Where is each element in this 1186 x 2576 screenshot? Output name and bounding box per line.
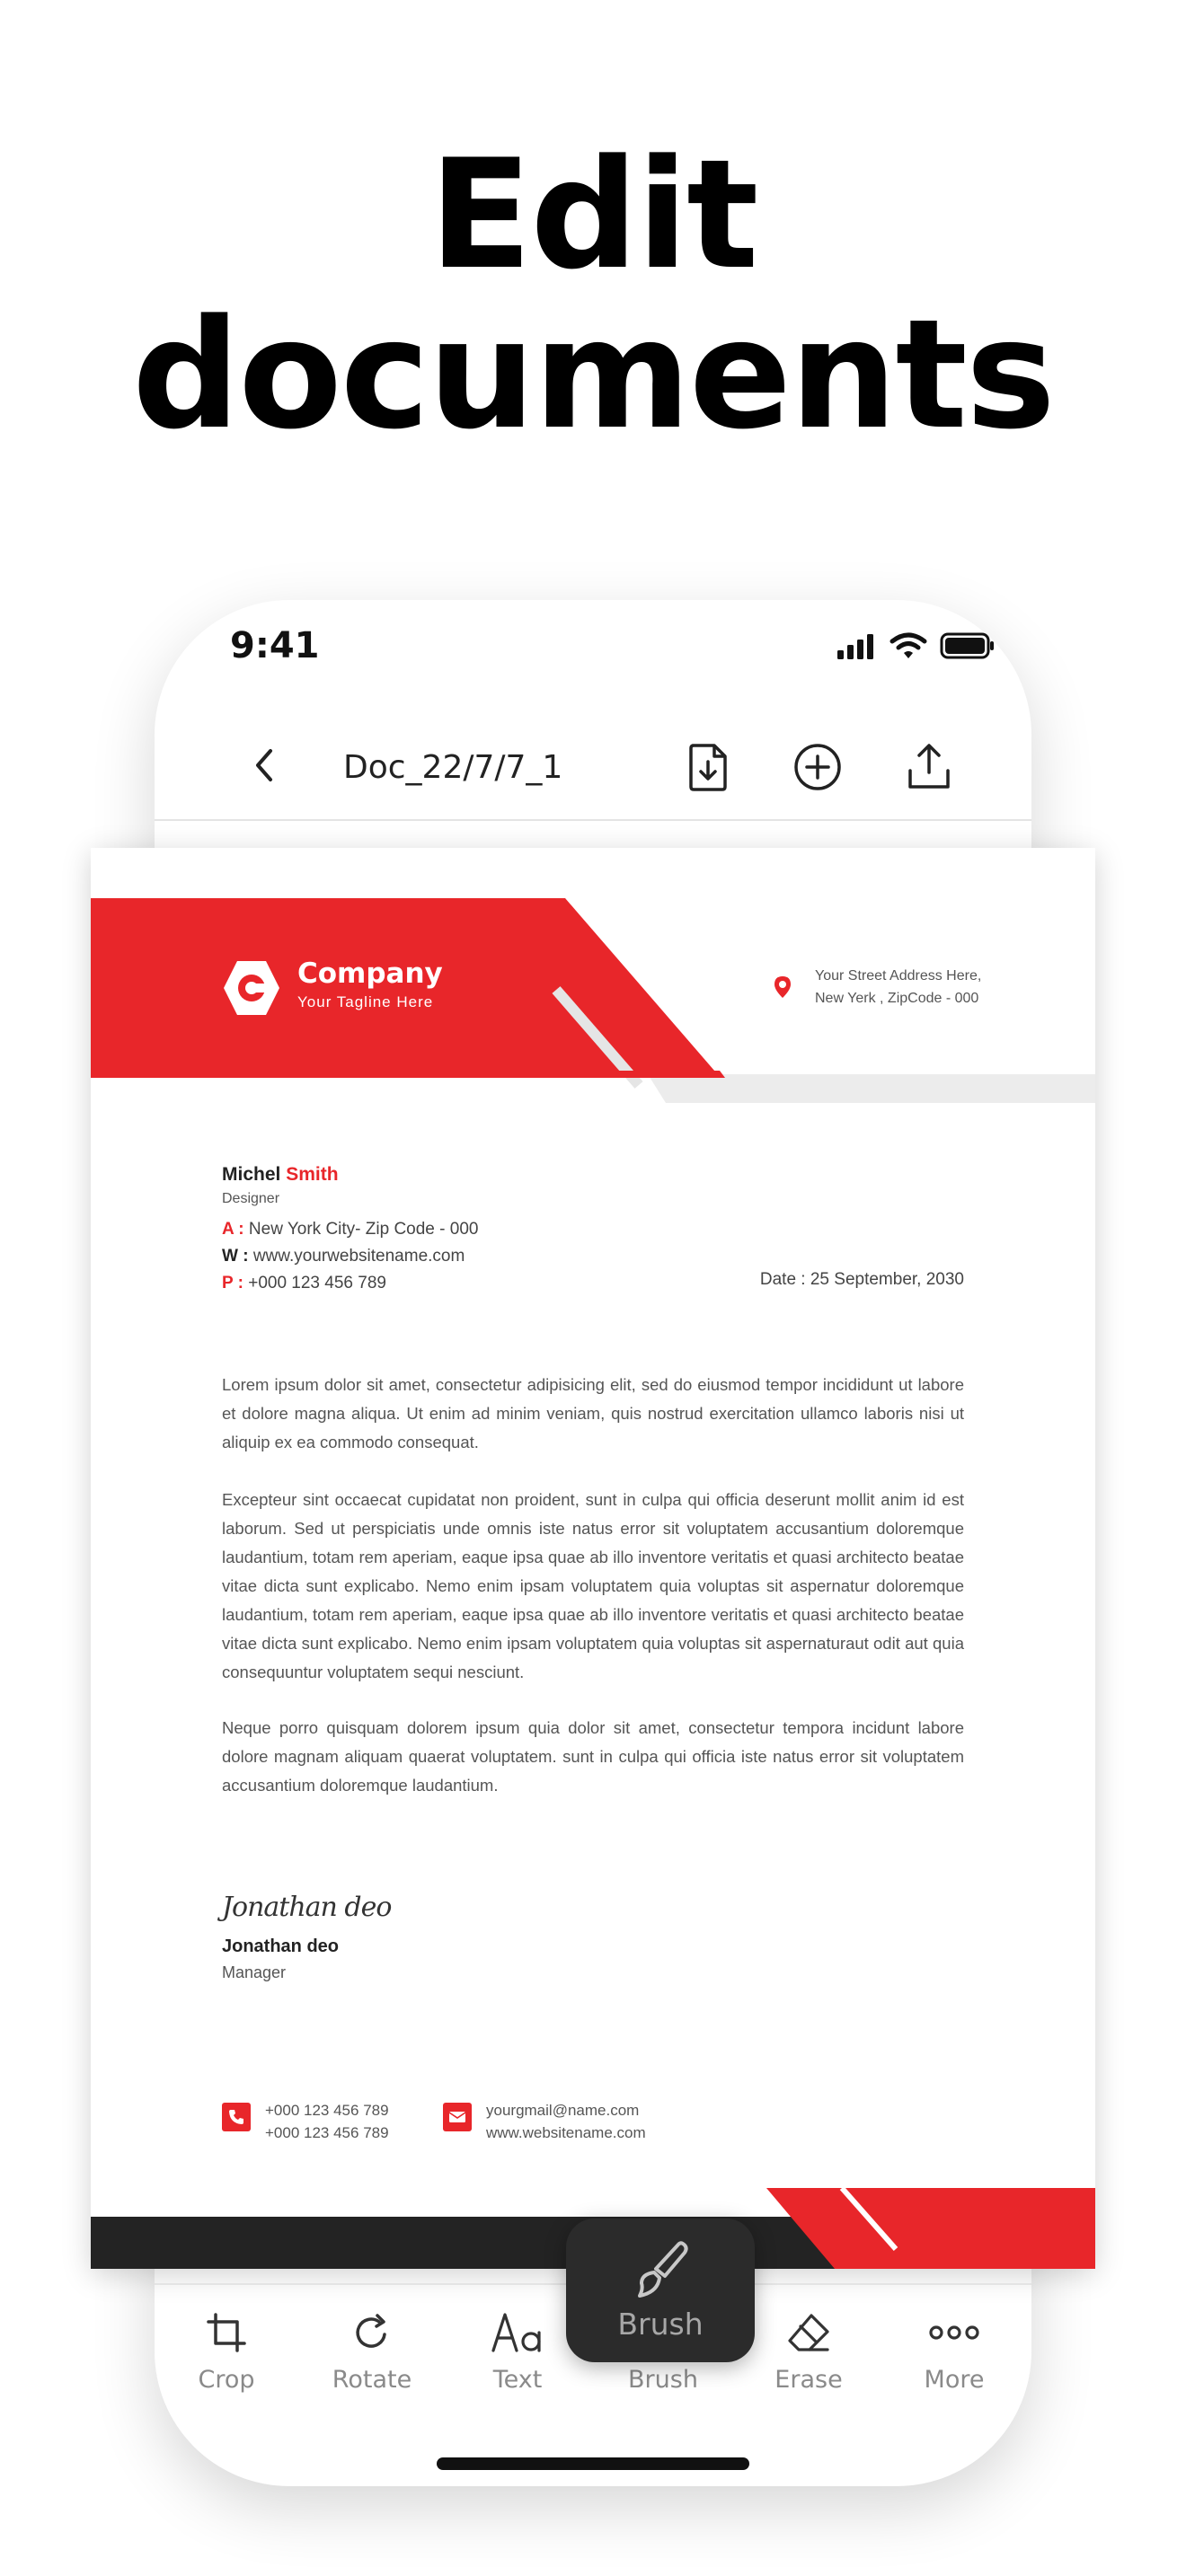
- tool-more-label: More: [924, 2366, 985, 2394]
- download-button[interactable]: [679, 738, 737, 796]
- footer-web: www.websitename.com: [486, 2124, 646, 2141]
- status-time: 9:41: [230, 625, 320, 666]
- signer-role: Manager: [222, 1963, 287, 1981]
- tool-text-label: Text: [492, 2366, 543, 2394]
- tool-crop-label: Crop: [198, 2366, 255, 2394]
- tool-crop[interactable]: [173, 2307, 280, 2394]
- footer-phone-2: +000 123 456 789: [265, 2124, 389, 2141]
- footer-phones: [265, 2099, 389, 2144]
- address-key: A :: [222, 1220, 244, 1239]
- tool-erase-label: Erase: [774, 2366, 843, 2394]
- web-key: W :: [222, 1247, 249, 1266]
- tool-rotate-label: Rotate: [332, 2366, 412, 2394]
- battery-icon: [940, 632, 996, 659]
- address-line-2: New Yerk , ZipCode - 000: [815, 991, 979, 1006]
- body-paragraph-1: Lorem ipsum dolor sit amet, consectetur adipisicing elit, sed do eiusmod tempor incididunt ut labore et dolore magna aliqua. Ut enim ad minim veniam, quis nostrud exercitation ullamco laboris nisi ut aliquip ex ea commodo consequat.: [222, 1375, 964, 1451]
- company-logo: [222, 959, 281, 1017]
- home-indicator[interactable]: [437, 2457, 749, 2470]
- sender-address-line: [222, 1220, 478, 1239]
- sender-web-line: [222, 1247, 478, 1266]
- address-value: New York City- Zip Code - 000: [248, 1220, 479, 1239]
- hero-title: [0, 127, 1186, 463]
- body-paragraph-3: Neque porro quisquam dolorem ipsum quia dolor sit amet, consectetur tempora incidunt labore dolore magnam aliquam quaerat voluptatem. sunt in culpa qui officia iste natus error sit voluptatem accusantium doloremque laudantium.: [222, 1718, 964, 1795]
- phone-value: +000 123 456 789: [248, 1274, 386, 1292]
- add-button[interactable]: [789, 738, 846, 796]
- web-value: www.yourwebsitename.com: [252, 1247, 465, 1266]
- document-title: Doc_22/7/7_1: [343, 749, 563, 786]
- address-line-1: Your Street Address Here,: [815, 968, 982, 984]
- brush-tool-popup[interactable]: [566, 2219, 755, 2362]
- sender-phone-line: [222, 1274, 478, 1293]
- location-pin-icon: [774, 975, 792, 999]
- phone-icon: [222, 2103, 251, 2131]
- more-icon: [929, 2324, 979, 2342]
- share-icon: [906, 742, 952, 792]
- sender-name: [222, 1164, 478, 1186]
- hero-title-line1: Edit: [429, 127, 757, 303]
- mail-icon: [443, 2103, 472, 2131]
- tool-rotate[interactable]: [318, 2307, 426, 2394]
- body-paragraph-2: Excepteur sint occaecat cupidatat non proident, sunt in culpa qui officia deserunt mollit anim id est laborum. Sed ut perspiciatis unde omnis iste natus error sit voluptatem accusantium doloremque laudantium, totam rem aperiam, eaque ipsa quae ab illo inventore veritatis et quasi architecto beatae vitae dicta sunt explicabo. Nemo enim ipsam voluptatem quia voluptas sit aspernatur doloremque laudantium, totam rem aperiam, eaque ipsa quae ab illo inventore veritatis et quasi architecto beatae vitae dicta sunt explicabo. Nemo enim ipsam voluptatem quia voluptas sit aspernaturaut odit aut quia consequuntur voluptatem sequi nesciunt.: [222, 1490, 964, 1681]
- tool-brush-label: Brush: [628, 2366, 698, 2394]
- company-address: [815, 965, 981, 1010]
- document-page[interactable]: [91, 848, 1095, 2269]
- crop-icon: [207, 2313, 246, 2352]
- wifi-icon: [890, 632, 927, 659]
- signer-name: Jonathan deo: [222, 1936, 340, 1956]
- brush-icon: [629, 2238, 692, 2301]
- tool-erase[interactable]: [755, 2307, 863, 2394]
- sender-block: [222, 1164, 478, 1293]
- document-nav-bar: [155, 719, 1031, 821]
- sender-first-name: Michel: [222, 1164, 281, 1185]
- footer-email-web: [486, 2099, 646, 2144]
- back-button[interactable]: [237, 738, 291, 792]
- sender-role: Designer: [222, 1191, 280, 1206]
- company-tagline: Your Tagline Here: [297, 993, 434, 1010]
- footer-phone-1: +000 123 456 789: [265, 2102, 389, 2119]
- signal-icon: [837, 632, 877, 659]
- tool-text[interactable]: [464, 2307, 571, 2394]
- company-name: Company: [297, 957, 443, 990]
- status-icons: [837, 632, 996, 659]
- brush-popup-label: Brush: [617, 2307, 704, 2342]
- share-button[interactable]: [900, 738, 958, 796]
- footer-email: yourgmail@name.com: [486, 2102, 640, 2119]
- sender-last-name: Smith: [286, 1164, 339, 1185]
- chevron-left-icon: [251, 747, 278, 783]
- plus-circle-icon: [792, 742, 843, 792]
- rotate-icon: [352, 2313, 392, 2352]
- tool-more[interactable]: [900, 2307, 1008, 2394]
- hero-title-line2: documents: [132, 287, 1054, 463]
- phone-key: P :: [222, 1274, 243, 1292]
- eraser-icon: [786, 2312, 831, 2353]
- download-file-icon: [687, 742, 729, 792]
- text-icon: [491, 2311, 544, 2354]
- signature: Jonathan deo: [222, 1892, 392, 1923]
- letter-date: Date : 25 September, 2030: [759, 1270, 964, 1289]
